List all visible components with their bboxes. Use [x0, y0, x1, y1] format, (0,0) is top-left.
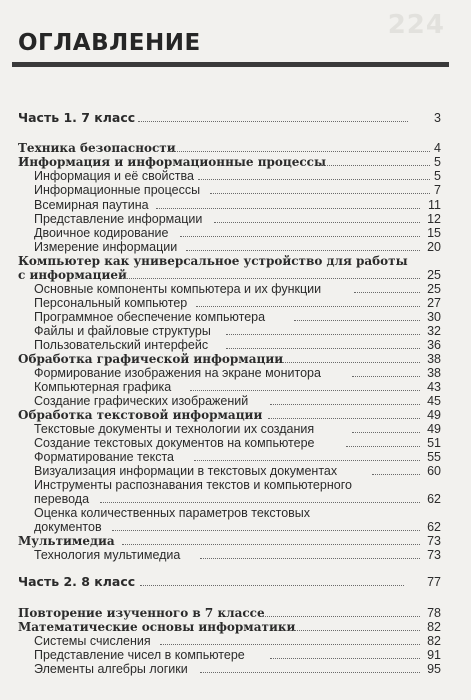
toc-subentry	[0, 366, 471, 380]
toc-dot-leader	[196, 306, 420, 307]
toc-entry-title: перевода	[34, 492, 90, 506]
toc-page-number: 38	[427, 366, 441, 380]
toc-page-number: 4	[434, 141, 441, 155]
toc-page-number: 82	[427, 620, 441, 634]
toc-entry-title: Создание графических изображений	[34, 394, 249, 408]
toc-page-number: 32	[427, 324, 441, 338]
toc-section-entry	[0, 606, 471, 620]
toc-page-number: 36	[427, 338, 441, 352]
toc-entry-title: Представление чисел в компьютере	[34, 648, 245, 662]
toc-dot-leader	[268, 418, 420, 419]
toc-page-number: 49	[427, 422, 441, 436]
toc-dot-leader	[214, 222, 420, 223]
toc-entry-title: Пользовательский интерфейс	[34, 338, 209, 352]
toc-subentry	[0, 296, 471, 310]
toc-entry-title: документов	[34, 520, 102, 534]
toc-subentry	[0, 548, 471, 562]
toc-page-number: 78	[427, 606, 441, 620]
toc-page-number: 11	[428, 198, 441, 212]
toc-dot-leader	[282, 362, 420, 363]
toc-subentry	[0, 240, 471, 254]
toc-entry-title: Математические основы информатики	[18, 620, 296, 634]
toc-subentry	[0, 520, 471, 534]
toc-dot-leader	[346, 446, 420, 447]
toc-dot-leader	[372, 474, 420, 475]
toc-dot-leader	[124, 278, 420, 279]
toc-dot-leader	[198, 179, 430, 180]
toc-section-entry	[0, 620, 471, 634]
toc-dot-leader	[190, 390, 420, 391]
toc-part-heading	[0, 111, 471, 125]
toc-page-number: 12	[427, 212, 441, 226]
toc-page-number: 38	[427, 352, 441, 366]
toc-subentry	[0, 282, 471, 296]
toc-page-number: 95	[427, 662, 441, 676]
page-number: 224	[387, 10, 445, 40]
toc-page-number: 55	[427, 450, 441, 464]
toc-dot-leader	[140, 585, 404, 586]
toc-page-number: 77	[427, 575, 441, 589]
toc-dot-leader	[282, 630, 420, 631]
toc-dot-leader	[270, 658, 420, 659]
toc-dot-leader	[262, 616, 420, 617]
toc-subentry	[0, 338, 471, 352]
toc-entry-title: Формирование изображения на экране монитора	[34, 366, 321, 380]
toc-subentry	[0, 198, 471, 212]
toc-page-number: 7	[434, 183, 441, 197]
toc-page-number: 73	[427, 548, 441, 562]
toc-dot-leader	[112, 530, 420, 531]
toc-subentry	[0, 183, 471, 197]
toc-entry-title: Информация и её свойства	[34, 169, 194, 183]
toc-dot-leader	[210, 193, 430, 194]
toc-subentry	[0, 492, 471, 506]
toc-entry-title: Часть 1. 7 класс	[18, 110, 136, 125]
toc-subentry	[0, 506, 471, 520]
toc-page-number: 62	[427, 492, 441, 506]
toc-entry-title: Часть 2. 8 класс	[18, 574, 136, 589]
toc-page-number: 20	[427, 240, 441, 254]
toc-page-number: 82	[427, 634, 441, 648]
toc-dot-leader	[138, 121, 408, 122]
toc-section-entry	[0, 141, 471, 155]
toc-entry-title: Основные компоненты компьютера и их функции	[34, 282, 322, 296]
toc-page-number: 51	[427, 436, 441, 450]
toc-dot-leader	[226, 348, 420, 349]
toc-entry-title: Компьютерная графика	[34, 380, 172, 394]
toc-dot-leader	[180, 236, 420, 237]
toc-entry-title: Текстовые документы и технологии их создания	[34, 422, 315, 436]
toc-page-number: 91	[427, 648, 441, 662]
toc-entry-title: Представление информации	[34, 212, 203, 226]
toc-section-entry	[0, 155, 471, 169]
toc-dot-leader	[200, 672, 420, 673]
toc-section-entry	[0, 254, 471, 268]
toc-page-number: 49	[427, 408, 441, 422]
toc-dot-leader	[352, 432, 420, 433]
toc-entry-title: Информационные процессы	[34, 183, 201, 197]
toc-dot-leader	[354, 292, 420, 293]
toc-dot-leader	[294, 320, 420, 321]
toc-entry-title: Обработка текстовой информации	[18, 408, 263, 422]
toc-subentry	[0, 422, 471, 436]
toc-page-number: 3	[434, 111, 441, 125]
toc-part-heading	[0, 575, 471, 589]
toc-page-number: 27	[427, 296, 441, 310]
toc-dot-leader	[160, 644, 420, 645]
toc-page-number: 5	[434, 155, 441, 169]
toc-page-number: 30	[427, 310, 441, 324]
toc-page-number: 73	[427, 534, 441, 548]
toc-dot-leader	[168, 151, 430, 152]
toc-entry-title: Создание текстовых документов на компьютере	[34, 436, 315, 450]
toc-page-number: 5	[434, 169, 441, 183]
toc-subentry	[0, 634, 471, 648]
toc-subentry	[0, 648, 471, 662]
toc-subentry	[0, 478, 471, 492]
toc-entry-title: Техника безопасности	[18, 141, 176, 155]
toc-subentry	[0, 226, 471, 240]
toc-subentry	[0, 324, 471, 338]
toc-entry-title: Компьютер как универсальное устройство для работы	[18, 254, 408, 268]
toc-page-number: 62	[427, 520, 441, 534]
toc-entry-title: Всемирная паутина	[34, 198, 149, 212]
toc-entry-title: Системы счисления	[34, 634, 151, 648]
toc-page-number: 25	[427, 282, 441, 296]
toc-entry-title: Оценка количественных параметров текстовых	[34, 506, 311, 520]
toc-section-entry	[0, 534, 471, 548]
toc-dot-leader	[100, 502, 420, 503]
toc-dot-leader	[156, 208, 420, 209]
toc-subentry	[0, 212, 471, 226]
toc-entry-title: Элементы алгебры логики	[34, 662, 188, 676]
toc-section-entry	[0, 408, 471, 422]
toc-dot-leader	[194, 460, 420, 461]
toc-entry-title: Технология мультимедиа	[34, 548, 181, 562]
toc-page-number: 15	[427, 226, 441, 240]
toc-dot-leader	[186, 250, 420, 251]
toc-dot-leader	[270, 404, 420, 405]
toc-subentry	[0, 380, 471, 394]
toc-entry-title: Форматирование текста	[34, 450, 174, 464]
toc-subentry	[0, 450, 471, 464]
toc-subentry	[0, 464, 471, 478]
toc-entry-title: Визуализация информации в текстовых документах	[34, 464, 338, 478]
toc-subentry	[0, 662, 471, 676]
toc-section-entry	[0, 352, 471, 366]
page-title: ОГЛАВЛЕНИЕ	[18, 30, 201, 56]
toc-page-number: 25	[427, 268, 441, 282]
toc-subentry	[0, 394, 471, 408]
toc-subentry	[0, 436, 471, 450]
toc-entry-title: Повторение изученного в 7 классе	[18, 606, 265, 620]
toc-entry-title: Обработка графической информации	[18, 352, 284, 366]
toc-entry-title: Информация и информационные процессы	[18, 155, 327, 169]
toc-subentry	[0, 310, 471, 324]
toc-entry-title: Измерение информации	[34, 240, 178, 254]
toc-subentry	[0, 169, 471, 183]
toc-entry-title: Инструменты распознавания текстов и компьютерного	[34, 478, 352, 492]
toc-page-number: 45	[427, 394, 441, 408]
toc-entry-title: с информацией	[18, 268, 127, 282]
toc-entry-title: Программное обеспечение компьютера	[34, 310, 266, 324]
toc-entry-title: Мультимедиа	[18, 534, 115, 548]
toc-dot-leader	[122, 544, 420, 545]
toc-dot-leader	[352, 376, 420, 377]
toc-page-number: 60	[427, 464, 441, 478]
toc-entry-title: Файлы и файловые структуры	[34, 324, 211, 338]
toc-dot-leader	[226, 334, 420, 335]
toc-page-number: 43	[427, 380, 441, 394]
toc-dot-leader	[200, 558, 420, 559]
toc-section-entry	[0, 268, 471, 282]
toc-entry-title: Персональный компьютер	[34, 296, 188, 310]
toc-dot-leader	[320, 165, 430, 166]
toc-entry-title: Двоичное кодирование	[34, 226, 169, 240]
